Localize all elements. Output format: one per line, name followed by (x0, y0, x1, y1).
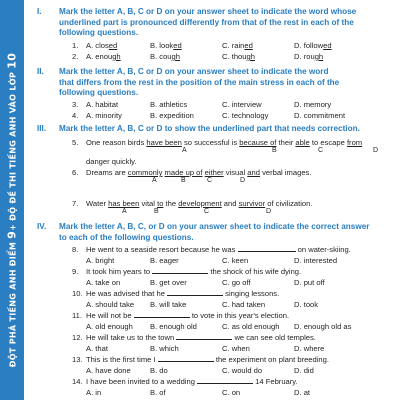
section-number: III. (37, 124, 47, 133)
underlined-part: development (178, 199, 222, 208)
text-part: of civilization. (265, 199, 313, 208)
section-line: following questions. (59, 28, 139, 37)
text-part: on water-skiing. (295, 245, 351, 254)
answer-blank (176, 333, 232, 340)
option-b: B. eager (150, 256, 179, 265)
option-c (222, 41, 253, 50)
section-line: Mark the letter A, B, C, or D on your answer sheet to indicate the correct answer (59, 222, 370, 231)
option-d: D. put off (294, 278, 325, 287)
option-a: A. have done (86, 366, 131, 375)
option-c: C. as old enough (222, 322, 280, 331)
underlined-part: from (346, 138, 363, 147)
question-text (86, 377, 298, 386)
question-number: 4. (72, 111, 79, 120)
question-number: 12. (72, 333, 83, 342)
answer-blank (134, 311, 190, 318)
option-b (150, 52, 180, 61)
option-d: D. at (294, 388, 311, 397)
sidebar-text-right: ĐỘ ĐỀ THI TIẾNG ANH VÀO LỚP (8, 71, 18, 224)
underlined-part: has been (108, 199, 140, 208)
sidebar-big-number: 9 (5, 230, 19, 239)
text-part: verbal images. (259, 168, 312, 177)
question-text (86, 267, 301, 276)
text-part: to vote in this year's election. (189, 311, 290, 320)
text-part: visual (223, 168, 248, 177)
question-number: 14. (72, 377, 83, 386)
text-part: vital (139, 199, 158, 208)
option-c (222, 52, 255, 61)
option-d: D. took (294, 300, 319, 309)
option-b: B. athletics (150, 100, 188, 109)
option-c: C. keen (222, 256, 249, 265)
question-text (86, 138, 362, 147)
text-part: He was advised that he (86, 289, 168, 298)
question-number: 3. (72, 100, 79, 109)
text-part: so successful is (181, 138, 240, 147)
option-d: D. where (294, 344, 325, 353)
option-d: D. memory (294, 100, 332, 109)
question-number: 11. (72, 311, 82, 320)
option-b: B. of (150, 388, 166, 397)
answer-blank (152, 267, 208, 274)
choice-label: A (182, 147, 187, 154)
answer-blank (238, 245, 296, 252)
question-number: 10. (72, 289, 83, 298)
section-line: to each of the following questions. (59, 232, 194, 242)
section-iv-heading (37, 222, 389, 243)
option-c: C. interview (222, 100, 262, 109)
text-part: He will not be (86, 311, 134, 320)
text-part: It took him years to (86, 267, 153, 276)
option-text: D. rou (294, 52, 315, 61)
underlined-part: and (247, 168, 260, 177)
text-part: to escape (309, 138, 347, 147)
option-a (86, 41, 117, 50)
text-part: the shock of his wife dying. (208, 267, 302, 276)
option-b: B. will take (150, 300, 187, 309)
option-b: B. do (150, 366, 168, 375)
option-b: B. enough old (150, 322, 197, 331)
choice-label: C (204, 208, 210, 215)
option-a: A. that (86, 344, 108, 353)
option-d: D. interested (294, 256, 338, 265)
option-d (294, 41, 332, 50)
underlined-part: ed (173, 41, 182, 50)
underlined-part: gh (112, 52, 121, 61)
choice-label: D (373, 147, 379, 154)
question-number: 8. (72, 245, 79, 254)
option-a: A. take on (86, 278, 121, 287)
option-a: A. in (86, 388, 102, 397)
option-c: C. would do (222, 366, 263, 375)
option-d: D. commitment (294, 111, 346, 120)
section-i-heading (37, 7, 389, 39)
choice-label: B (181, 177, 186, 184)
sidebar-text-left: ĐỘT PHÁ TIẾNG ANH ĐIỂM (8, 241, 18, 368)
text-part: their (276, 138, 296, 147)
question-text (86, 199, 312, 208)
section-iii-heading (37, 124, 389, 135)
section-number: IV. (37, 222, 47, 231)
text-part: I have been invited to a wedding (86, 377, 198, 386)
underlined-part: either (204, 168, 224, 177)
text-part: He will take us to the town (86, 333, 177, 342)
text-part: 14 February. (253, 377, 298, 386)
question-text (86, 311, 289, 320)
question-text (86, 333, 316, 342)
option-a (86, 52, 121, 61)
text-part: This is the first time I (86, 355, 158, 364)
text-part: One reason birds (86, 138, 147, 147)
question-text (86, 168, 311, 177)
option-b (150, 41, 182, 50)
option-a: A. old enough (86, 322, 133, 331)
underlined-part: because of (239, 138, 277, 147)
option-text: C. rain (222, 41, 245, 50)
underlined-part: able (295, 138, 310, 147)
choice-label: D (266, 208, 272, 215)
question-number: 13. (72, 355, 83, 364)
underlined-part: gh (171, 52, 180, 61)
question-number: 1. (72, 41, 79, 50)
underlined-part: gh (246, 52, 255, 61)
answer-blank (167, 289, 223, 296)
section-line: Mark the letter A, B, C or D to show the underlined part that needs correction. (59, 124, 360, 133)
choice-label: B (154, 208, 159, 215)
section-line: following questions. (59, 88, 139, 97)
option-b: B. get over (150, 278, 187, 287)
sidebar-plus: + (8, 223, 18, 231)
section-ii-heading (37, 67, 389, 99)
section-line: that differs from the rest in the position of the main stress in each of the (59, 77, 340, 87)
underlined-part: to (157, 199, 164, 208)
choice-label: B (272, 147, 277, 154)
underlined-part: commonly (127, 168, 163, 177)
section-number: II. (37, 67, 44, 76)
question-number: 6. (72, 168, 79, 177)
option-text: A. clos (86, 41, 109, 50)
question-number: 7. (72, 199, 79, 208)
question-number: 9. (72, 267, 79, 276)
underlined-part: survivor (238, 199, 266, 208)
text-part: singing lessons. (223, 289, 280, 298)
choice-label: C (318, 147, 324, 154)
text-part: Water (86, 199, 109, 208)
answer-blank (158, 355, 214, 362)
option-d: D. enough old as (294, 322, 352, 331)
option-a: A. minority (86, 111, 122, 120)
option-c: C. on (222, 388, 241, 397)
option-c: C. had taken (222, 300, 266, 309)
underlined-part: have been (146, 138, 182, 147)
choice-label: D (240, 177, 246, 184)
choice-label: A (122, 208, 127, 215)
text-part: and (221, 199, 239, 208)
option-text: A. enou (86, 52, 113, 61)
sidebar-grade: 10 (5, 52, 19, 69)
section-number: I. (37, 7, 42, 16)
option-d (294, 52, 323, 61)
section-line: Mark the letter A, B, C or D on your answer sheet to indicate the word (59, 67, 329, 76)
section-line: Mark the letter A, B, C or D on your answer sheet to indicate the word whose (59, 7, 357, 16)
question-text (86, 289, 279, 298)
underlined-part: ed (244, 41, 253, 50)
option-text: D. follow (294, 41, 324, 50)
text-part: the (163, 199, 179, 208)
text-part: He went to a seaside resort because he was (86, 245, 238, 254)
option-b: B. expedition (150, 111, 194, 120)
option-a: A. should take (86, 300, 135, 309)
question-text: danger quickly. (86, 157, 137, 166)
question-text (86, 245, 351, 254)
section-line: underlined part is pronounced differently from that of the rest in each of the (59, 17, 354, 27)
underlined-part: gh (314, 52, 324, 61)
option-c: C. when (222, 344, 250, 353)
option-text: B. look (150, 41, 174, 50)
option-a: A. habitat (86, 100, 119, 109)
option-b: B. which (150, 344, 179, 353)
answer-blank (197, 377, 253, 384)
question-number: 2. (72, 52, 79, 61)
question-text (86, 355, 329, 364)
underlined-part: made up of (164, 168, 203, 177)
option-d: D. did (294, 366, 314, 375)
choice-label: A (152, 177, 157, 184)
option-a: A. bright (86, 256, 115, 265)
option-c: C. technology (222, 111, 269, 120)
text-part: we can see old temples. (232, 333, 316, 342)
option-c: C. go off (222, 278, 251, 287)
text-part: Dreams are (86, 168, 128, 177)
text-part: the experiment on plant breeding. (213, 355, 329, 364)
underlined-part: ed (323, 41, 332, 50)
question-number: 5. (72, 138, 79, 147)
option-text: C. thou (222, 52, 247, 61)
underlined-part: ed (108, 41, 118, 50)
choice-label: C (207, 177, 213, 184)
option-text: B. cou (150, 52, 172, 61)
